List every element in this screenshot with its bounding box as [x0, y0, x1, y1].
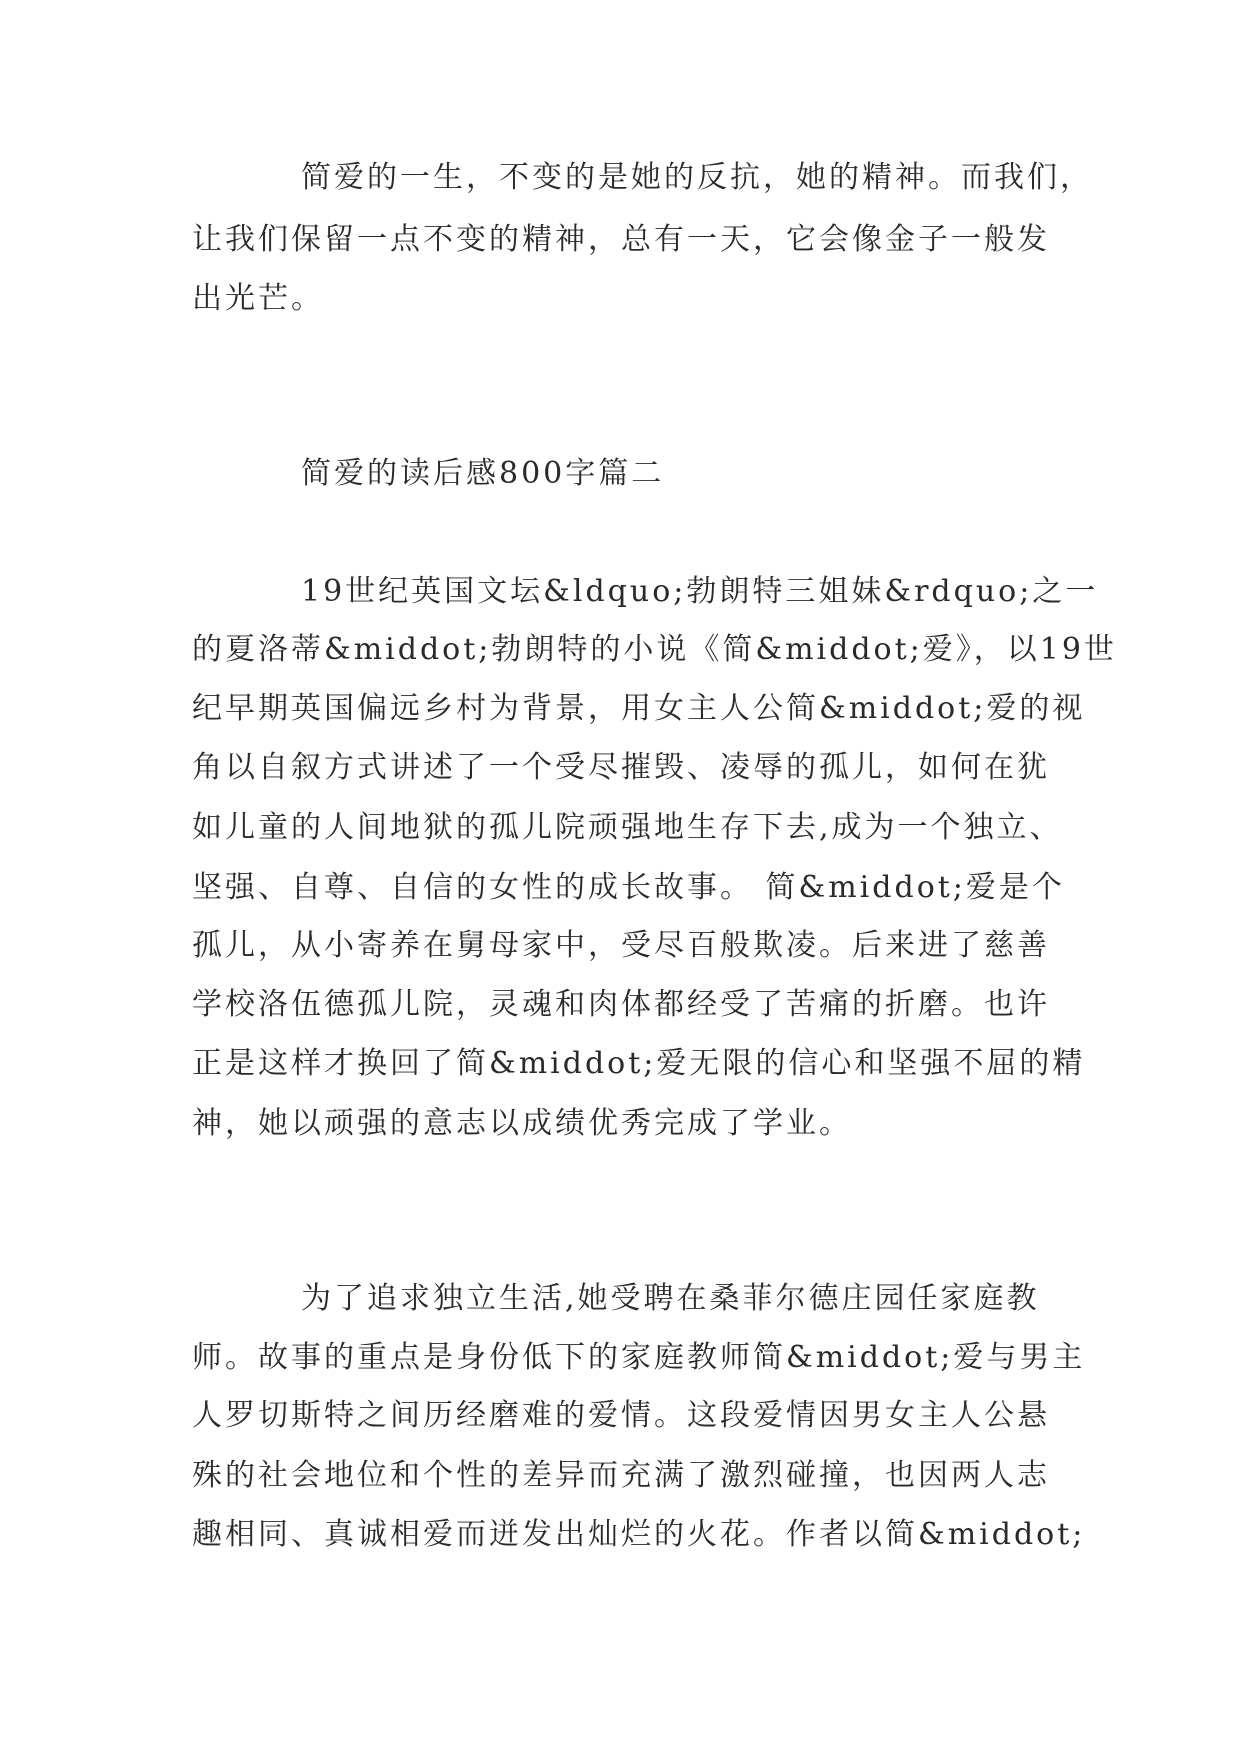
paragraph-2-line-6: 坚强、自尊、自信的女性的成长故事。 简&middot;爱是个: [192, 870, 1065, 905]
paragraph-3-line-4: 殊的社会地位和个性的差异而充满了激烈碰撞，也因两人志: [192, 1458, 1050, 1493]
section-heading: 简爱的读后感800字篇二: [301, 456, 665, 491]
paragraph-2-line-1: 19世纪英国文坛&ldquo;勃朗特三姐妹&rdquo;之一: [301, 574, 1099, 609]
paragraph-3-line-2: 师。故事的重点是身份低下的家庭教师简&middot;爱与男主: [192, 1340, 1086, 1375]
paragraph-1-line-1: 简爱的一生，不变的是她的反抗，她的精神。而我们，: [301, 160, 1093, 195]
paragraph-2-line-9: 正是这样才换回了简&middot;爱无限的信心和坚强不屈的精: [192, 1046, 1086, 1081]
paragraph-3-line-3: 人罗切斯特之间历经磨难的爱情。这段爱情因男女主人公悬: [192, 1398, 1050, 1433]
paragraph-1-line-2: 让我们保留一点不变的精神，总有一天，它会像金子一般发: [192, 222, 1050, 257]
paragraph-1-line-3: 出光芒。: [192, 281, 324, 316]
paragraph-2-line-10: 神，她以顽强的意志以成绩优秀完成了学业。: [192, 1106, 852, 1141]
paragraph-3-line-1: 为了追求独立生活,她受聘在桑菲尔德庄园任家庭教: [301, 1281, 1040, 1316]
paragraph-2-line-4: 角以自叙方式讲述了一个受尽摧毁、凌辱的孤儿，如何在犹: [192, 750, 1050, 785]
paragraph-2-line-3: 纪早期英国偏远乡村为背景，用女主人公简&middot;爱的视: [192, 691, 1086, 726]
paragraph-3-line-5: 趣相同、真诚相爱而迸发出灿烂的火花。作者以简&middot;: [192, 1517, 1086, 1552]
paragraph-2-line-2: 的夏洛蒂&middot;勃朗特的小说《简&middot;爱》，以19世: [192, 632, 1117, 667]
paragraph-2-line-7: 孤儿，从小寄养在舅母家中，受尽百般欺凌。后来进了慈善: [192, 928, 1050, 963]
paragraph-2-line-8: 学校洛伍德孤儿院，灵魂和肉体都经受了苦痛的折磨。也许: [192, 987, 1050, 1022]
paragraph-2-line-5: 如儿童的人间地狱的孤儿院顽强地生存下去,成为一个独立、: [192, 810, 1063, 845]
